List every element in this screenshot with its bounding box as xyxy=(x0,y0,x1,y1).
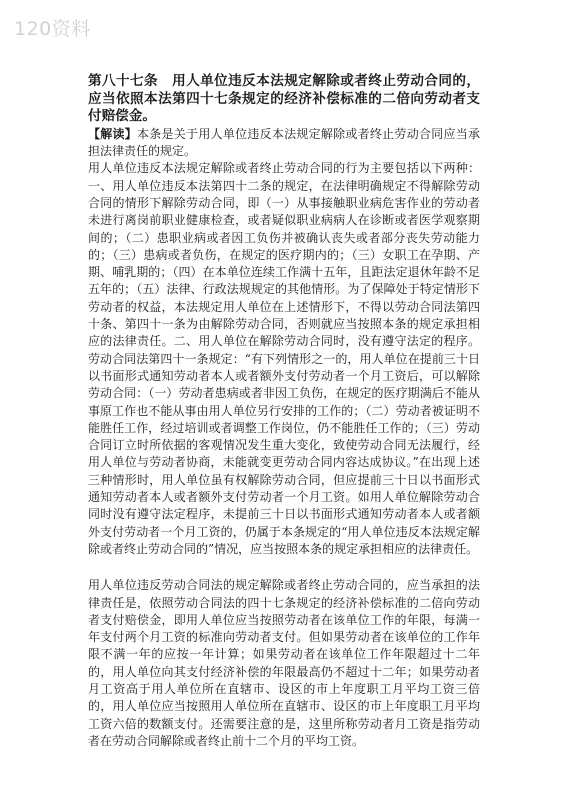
body-paragraph-liability: 用人单位违反劳动合同法的规定解除或者终止劳动合同的，应当承担的法律责任是，依照劳动合同法的四十七条规定的经济补偿标准的二倍向劳动者支付赔偿金，即用人单位应当按照劳动者在该单位工作的年限，每满一年支付两个月工资的标准向劳动者支付。但如果劳动者在该单位的工作年限不满一年的应按一年计算；如果劳动者在该单位工作年限超过十二年的，用人单位向其支付经济补偿的年限最高仍不超过十二年；如果劳动者月工资高于用人单位所在直辖市、设区的市上年度职工月平均工资三倍的，用人单位应当按照用人单位所在直辖市、设区的市上年度职工月平均工资六倍的数额支付。还需要注意的是，这里所称劳动者月工资是指劳动者在劳动合同解除或者终止前十二个月的平均工资。 xyxy=(88,578,480,748)
document-page xyxy=(88,73,480,750)
commentary-text: 本条是关于用人单位违反本法规定解除或者终止劳动合同应当承担法律责任的规定。 xyxy=(88,126,480,159)
watermark-logo: 120资料 xyxy=(14,18,91,40)
commentary-paragraph xyxy=(88,126,480,161)
article-title: 第八十七条 用人单位违反本法规定解除或者终止劳动合同的，应当依照本法第四十七条规定的经济补偿标准的二倍向劳动者支付赔偿金。 xyxy=(88,73,480,125)
commentary-label: 【解读】 xyxy=(88,126,138,141)
body-paragraph-violations: 用人单位违反本法规定解除或者终止劳动合同的行为主要包括以下两种：一、用人单位违反本法第四十二条的规定，在法律明确规定不得解除劳动合同的情形下解除劳动合同，即（一）从事接触职业病危害作业的劳动者未进行离岗前职业健康检查，或者疑似职业病病人在诊断或者医学观察期间的；（二）患职业病或者因工负伤并被确认丧失或者部分丧失劳动能力的；（三）患病或者负伤，在规定的医疗期内的；（三）女职工在孕期、产期、哺乳期的；（四）在本单位连续工作满十五年，且距法定退休年龄不足五年的；（五）法律、行政法规规定的其他情形。为了保障处于特定情形下劳动者的权益，本法规定用人单位在上述情形下，不得以劳动合同法第四十条、第四十一条为由解除劳动合同，否则就应当按照本条的规定承担相应的法律责任。二、用人单位在解除劳动合同时，没有遵守法定的程序。劳动合同法第四十一条规定：“有下列情形之一的，用人单位在提前三十日以书面形式通知劳动者本人或者额外支付劳动者一个月工资后，可以解除劳动合同：（一）劳动者患病或者非因工负伤，在规定的医疗期满后不能从事原工作也不能从事由用人单位另行安排的工作的；（二）劳动者被证明不能胜任工作，经过培训或者调整工作岗位，仍不能胜任工作的；（三）劳动合同订立时所依据的客观情况发生重大变化，致使劳动合同无法履行，经用人单位与劳动者协商，未能就变更劳动合同内容达成协议。”在出现上述三种情形时，用人单位虽有权解除劳动合同，但应提前三十日以书面形式通知劳动者本人或者额外支付劳动者一个月工资。如用人单位解除劳动合同时没有遵守法定程序，未提前三十日以书面形式通知劳动者本人或者额外支付劳动者一个月工资的，仍属于本条规定的“用人单位违反本法规定解除或者终止劳动合同的”情况，应当按照本条的规定承担相应的法律责任。 xyxy=(88,161,480,556)
